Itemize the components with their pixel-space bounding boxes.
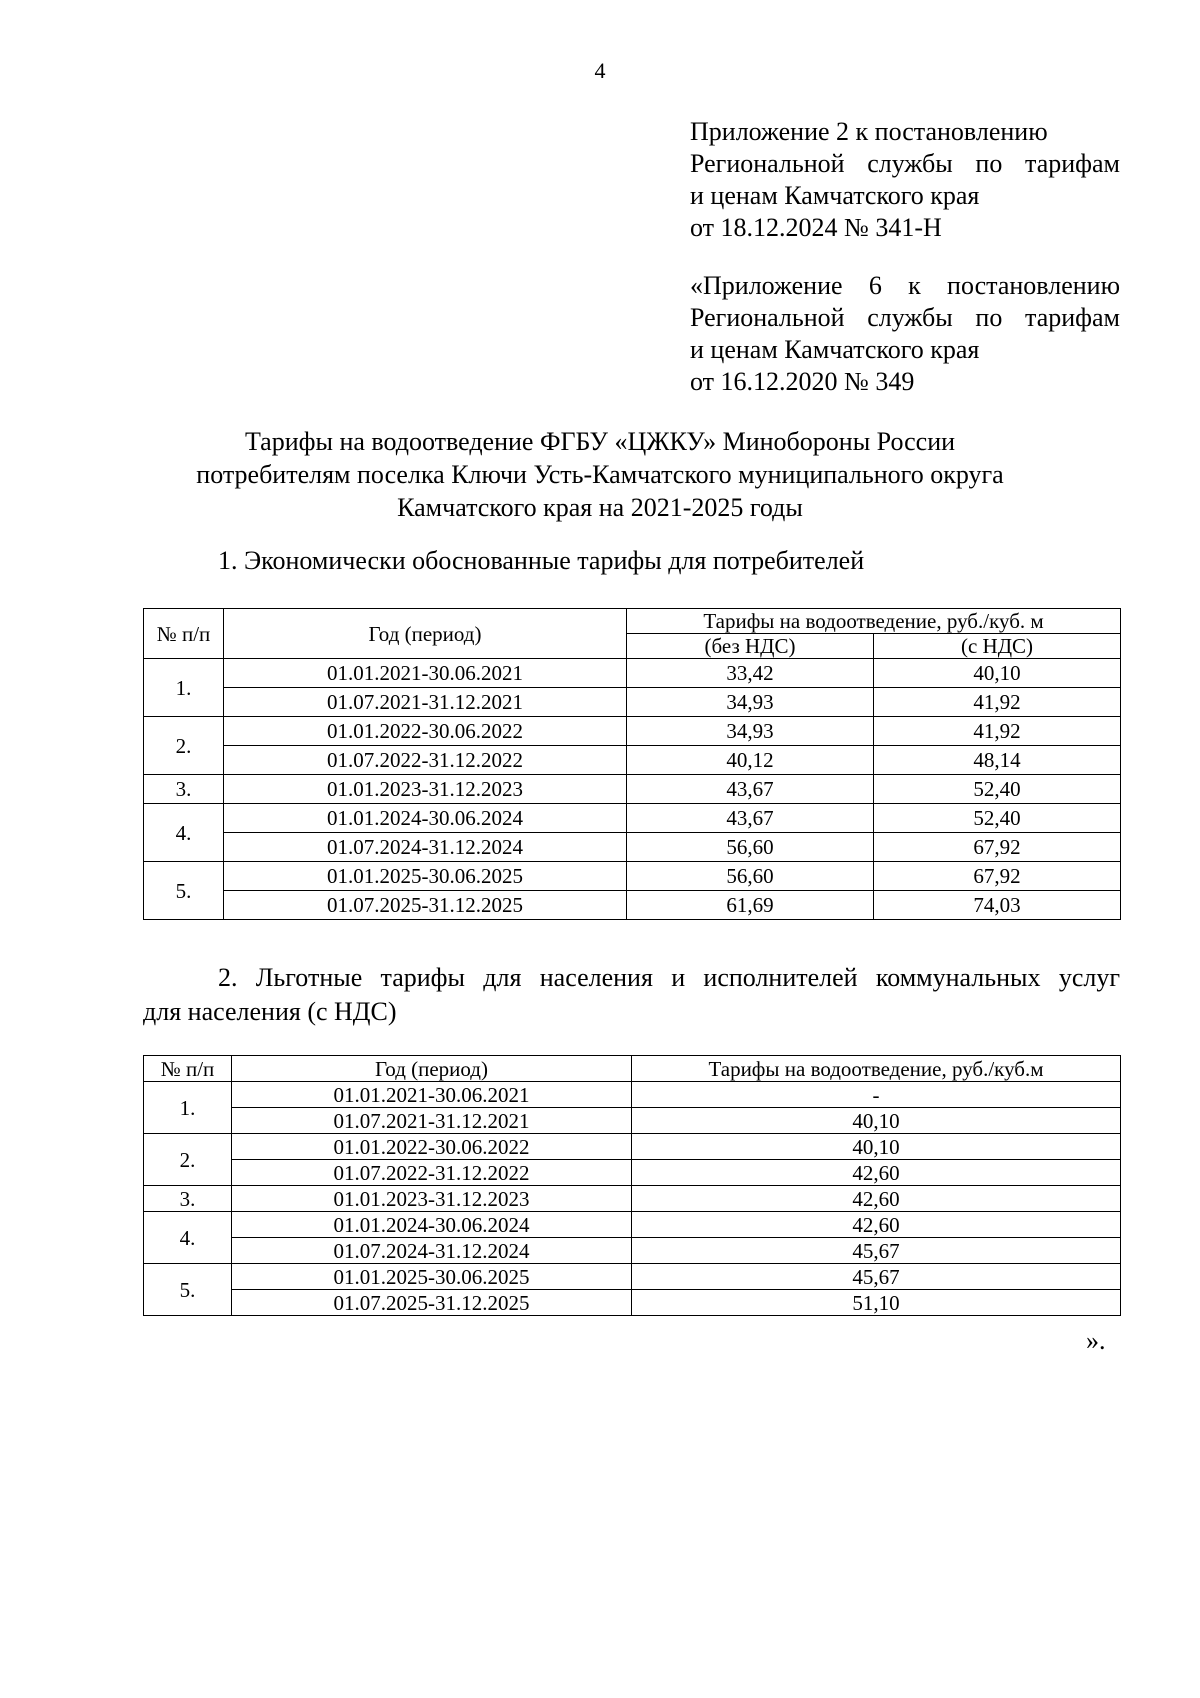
row-period: 01.07.2024-31.12.2024 — [224, 833, 627, 862]
table-row — [144, 775, 1121, 804]
row-tariff: 40,10 — [632, 1134, 1121, 1160]
row-number: 5. — [144, 862, 224, 920]
row-no-vat: 56,60 — [627, 862, 874, 891]
preferential-tariffs-body — [144, 1056, 1121, 1316]
row-no-vat: 61,69 — [627, 891, 874, 920]
row-vat: 67,92 — [874, 833, 1121, 862]
row-vat: 41,92 — [874, 688, 1121, 717]
title-line: Тарифы на водоотведение ФГБУ «ЦЖКУ» Минобороны России — [244, 427, 956, 456]
appendix-line: от 16.12.2020 № 349 — [690, 367, 915, 396]
header-period: Год (период) — [224, 609, 627, 659]
header-period: Год (период) — [232, 1056, 632, 1082]
row-tariff: - — [632, 1082, 1121, 1108]
row-period: 01.07.2021-31.12.2021 — [232, 1108, 632, 1134]
row-tariff: 40,10 — [632, 1108, 1121, 1134]
section1-heading: 1. Экономически обоснованные тарифы для потребителей — [218, 546, 865, 575]
appendix-previous-header — [690, 270, 1120, 398]
table-row — [144, 746, 1121, 775]
row-tariff: 42,60 — [632, 1186, 1121, 1212]
row-no-vat: 56,60 — [627, 833, 874, 862]
row-number: 4. — [144, 804, 224, 862]
row-period: 01.01.2021-30.06.2021 — [224, 659, 627, 688]
row-period: 01.07.2024-31.12.2024 — [232, 1238, 632, 1264]
header-no-vat: (без НДС) — [627, 634, 874, 659]
table-row — [144, 688, 1121, 717]
row-no-vat: 34,93 — [627, 717, 874, 746]
table-row — [144, 1186, 1121, 1212]
table-row — [144, 833, 1121, 862]
row-period: 01.01.2025-30.06.2025 — [224, 862, 627, 891]
table-row — [144, 891, 1121, 920]
table-row — [144, 862, 1121, 891]
table-header-row — [144, 1056, 1121, 1082]
title-line: потребителям поселка Ключи Усть-Камчатского муниципального округа — [196, 460, 1004, 489]
row-no-vat: 40,12 — [627, 746, 874, 775]
closing-quote: ». — [1086, 1326, 1106, 1355]
row-number: 3. — [144, 1186, 232, 1212]
header-tariff: Тарифы на водоотведение, руб./куб.м — [632, 1056, 1121, 1082]
economic-tariffs-table — [143, 608, 1121, 920]
row-vat: 40,10 — [874, 659, 1121, 688]
row-vat: 41,92 — [874, 717, 1121, 746]
section2-heading — [143, 961, 1120, 1029]
appendix-line: от 18.12.2024 № 341-Н — [690, 213, 942, 242]
row-period: 01.01.2023-31.12.2023 — [232, 1186, 632, 1212]
appendix-line: Региональной службы по тарифам — [690, 303, 1120, 332]
row-tariff: 42,60 — [632, 1160, 1121, 1186]
header-tariff: Тарифы на водоотведение, руб./куб. м — [627, 609, 1121, 634]
row-number: 2. — [144, 717, 224, 775]
row-tariff: 51,10 — [632, 1290, 1121, 1316]
row-vat: 67,92 — [874, 862, 1121, 891]
row-vat: 52,40 — [874, 804, 1121, 833]
appendix-line: «Приложение 6 к постановлению — [690, 271, 1120, 300]
header-number: № п/п — [144, 609, 224, 659]
preferential-tariffs-table — [143, 1055, 1121, 1316]
table-row — [144, 804, 1121, 833]
row-tariff: 45,67 — [632, 1264, 1121, 1290]
page-number: 4 — [594, 58, 606, 83]
row-period: 01.01.2023-31.12.2023 — [224, 775, 627, 804]
row-period: 01.07.2025-31.12.2025 — [224, 891, 627, 920]
row-vat: 52,40 — [874, 775, 1121, 804]
section2-heading-line: 2. Льготные тарифы для населения и исполнителей коммунальных услуг — [218, 963, 1120, 992]
section2-heading-line: для населения (с НДС) — [143, 997, 397, 1026]
appendix-current-header — [690, 116, 1120, 244]
row-vat: 48,14 — [874, 746, 1121, 775]
appendix-line: и ценам Камчатского края — [690, 335, 980, 364]
row-period: 01.07.2022-31.12.2022 — [224, 746, 627, 775]
row-no-vat: 43,67 — [627, 775, 874, 804]
row-period: 01.01.2025-30.06.2025 — [232, 1264, 632, 1290]
row-period: 01.07.2021-31.12.2021 — [224, 688, 627, 717]
row-period: 01.07.2025-31.12.2025 — [232, 1290, 632, 1316]
table-row — [144, 1212, 1121, 1238]
table-row — [144, 1290, 1121, 1316]
table-row — [144, 1160, 1121, 1186]
appendix-line: Региональной службы по тарифам — [690, 149, 1120, 178]
header-number: № п/п — [144, 1056, 232, 1082]
row-no-vat: 34,93 — [627, 688, 874, 717]
row-vat: 74,03 — [874, 891, 1121, 920]
row-period: 01.01.2022-30.06.2022 — [232, 1134, 632, 1160]
row-tariff: 45,67 — [632, 1238, 1121, 1264]
appendix-line: Приложение 2 к постановлению — [690, 117, 1048, 146]
row-number: 4. — [144, 1212, 232, 1264]
row-period: 01.01.2022-30.06.2022 — [224, 717, 627, 746]
title-line: Камчатского края на 2021-2025 годы — [397, 493, 803, 522]
row-number: 2. — [144, 1134, 232, 1186]
table-header-row — [144, 609, 1121, 634]
appendix-line: и ценам Камчатского края — [690, 181, 980, 210]
table-row — [144, 717, 1121, 746]
row-number: 1. — [144, 1082, 232, 1134]
row-period: 01.07.2022-31.12.2022 — [232, 1160, 632, 1186]
table-row — [144, 1082, 1121, 1108]
document-title — [150, 425, 1050, 524]
row-no-vat: 33,42 — [627, 659, 874, 688]
economic-tariffs-body — [144, 609, 1121, 920]
table-row — [144, 1238, 1121, 1264]
row-number: 1. — [144, 659, 224, 717]
row-no-vat: 43,67 — [627, 804, 874, 833]
header-vat: (с НДС) — [874, 634, 1121, 659]
table-row — [144, 1108, 1121, 1134]
table-row — [144, 1264, 1121, 1290]
table-row — [144, 659, 1121, 688]
row-tariff: 42,60 — [632, 1212, 1121, 1238]
row-number: 5. — [144, 1264, 232, 1316]
table-row — [144, 1134, 1121, 1160]
row-period: 01.01.2024-30.06.2024 — [232, 1212, 632, 1238]
row-period: 01.01.2021-30.06.2021 — [232, 1082, 632, 1108]
row-number: 3. — [144, 775, 224, 804]
row-period: 01.01.2024-30.06.2024 — [224, 804, 627, 833]
